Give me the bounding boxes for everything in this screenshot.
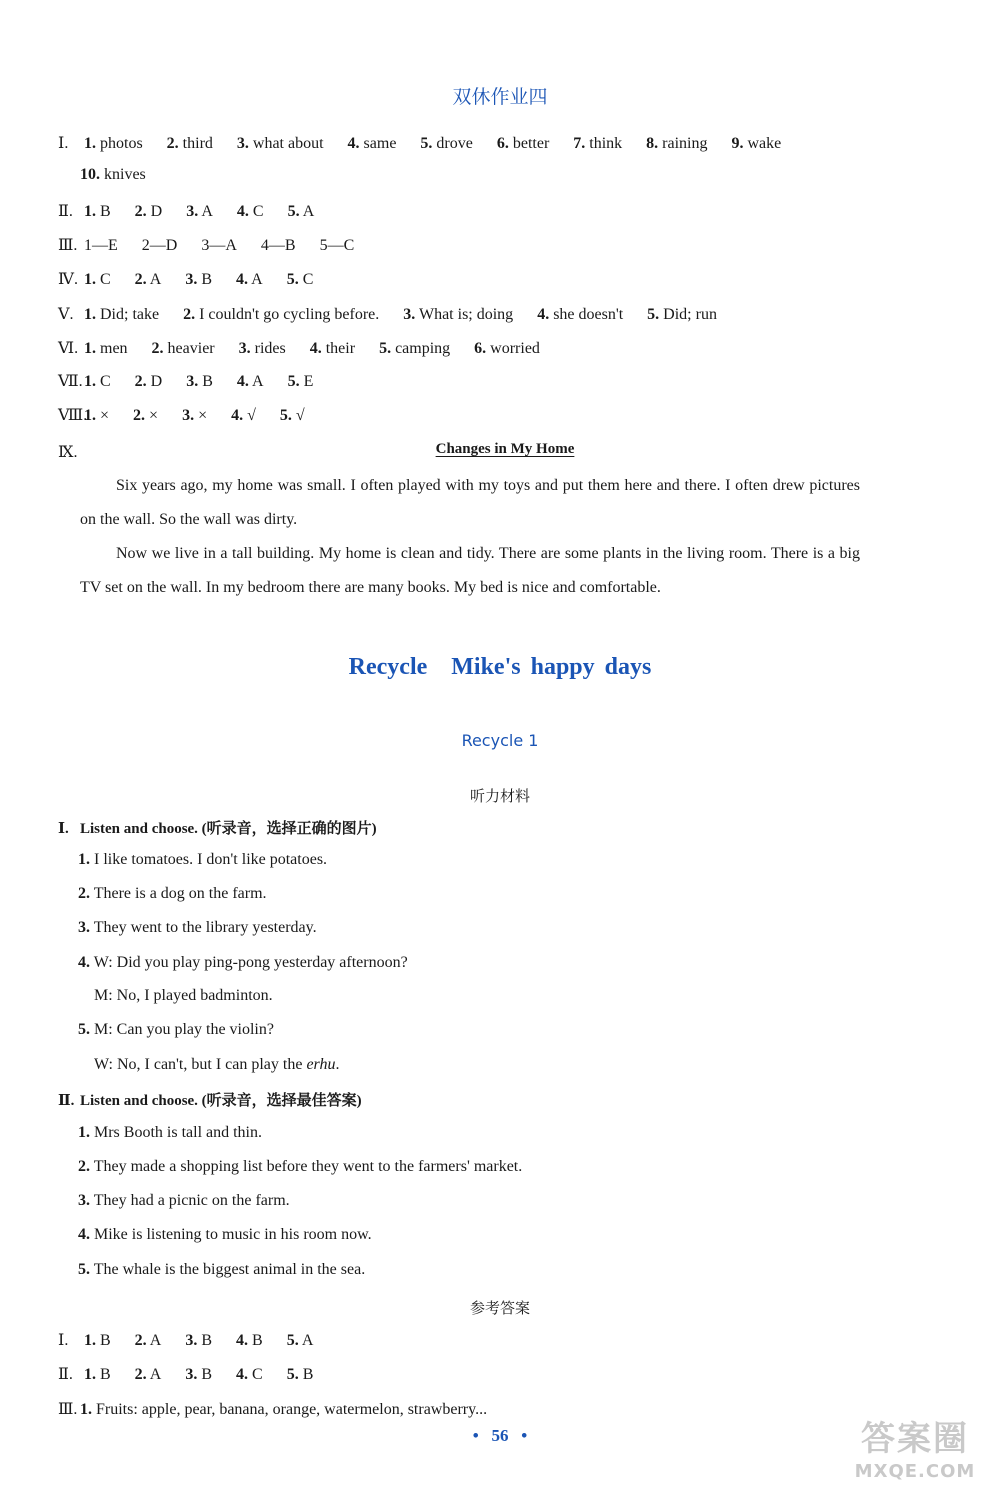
- answer-row-3: Ⅲ. 1—E 2—D 3—A 4—B 5—C: [58, 237, 355, 254]
- answer-row-6: Ⅵ. 1. men 2. heavier 3. rides 4. their 5. camping 6. worried: [58, 340, 540, 357]
- listening-2-item-1: 1. Mrs Booth is tall and thin.: [78, 1124, 262, 1141]
- essay-title: Changes in My Home: [435, 441, 575, 457]
- answer-row-5: Ⅴ. 1. Did; take 2. I couldn't go cycling before. 3. What is; doing 4. she doesn't 5. Did; run: [58, 306, 717, 323]
- listening-1-item-2: 2. There is a dog on the farm.: [78, 885, 267, 902]
- unit-title: Recycle Mike's happy days: [348, 654, 652, 680]
- essay-paragraph-1: Six years ago, my home was small. I often played with my toys and put them here and there. I often drew pictures on the wall. So the wall was dirty.: [80, 477, 860, 528]
- listening-1-instruction: Ⅰ. Listen and choose. (听录音，选择正确的图片): [58, 821, 377, 837]
- answer-row-4: Ⅳ. 1. C 2. A 3. B 4. A 5. C: [58, 271, 314, 288]
- page-number: • 56 •: [472, 1426, 528, 1445]
- listening-2-item-4: 4. Mike is listening to music in his room now.: [78, 1226, 372, 1243]
- essay-paragraph-2: Now we live in a tall building. My home is clean and tidy. There are some plants in the living room. There is a big TV set on the wall. In my bedroom there are many books. My bed is nice and comfortable.: [80, 545, 860, 596]
- listening-1-item-5-reply: W: No, I can't, but I can play the erhu.: [94, 1056, 340, 1073]
- answer-row-9-label: Ⅸ.: [58, 444, 78, 461]
- listening-2-item-5: 5. The whale is the biggest animal in the sea.: [78, 1261, 366, 1278]
- listening-2-instruction: Ⅱ. Listen and choose. (听录音，选择最佳答案): [58, 1093, 362, 1109]
- listening-header: 听力材料: [469, 787, 530, 805]
- answer-row-7: Ⅶ. 1. C 2. D 3. B 4. A 5. E: [58, 373, 314, 390]
- section-title: 双休作业四: [452, 86, 548, 108]
- listening-1-item-4: 4. W: Did you play ping-pong yesterday afternoon?: [78, 954, 408, 971]
- watermark-logo: 答案圈 MXQE.COM: [854, 1419, 976, 1482]
- listening-1-item-3: 3. They went to the library yesterday.: [78, 919, 317, 936]
- answers-row-2: Ⅱ. 1. B 2. A 3. B 4. C 5. B: [58, 1366, 314, 1383]
- answers-row-1: Ⅰ. 1. B 2. A 3. B 4. B 5. A: [58, 1332, 314, 1349]
- answers-header: 参考答案: [469, 1299, 530, 1317]
- answer-row-8: Ⅷ. 1. × 2. × 3. × 4. √ 5. √: [58, 407, 305, 424]
- answer-row-1: Ⅰ. 1. photos 2. third 3. what about 4. same 5. drove 6. better 7. think 8. raining 9. wake: [58, 135, 782, 152]
- listening-2-item-2: 2. They made a shopping list before they went to the farmers' market.: [78, 1158, 523, 1175]
- listening-1-item-1: 1. I like tomatoes. I don't like potatoes.: [78, 851, 328, 868]
- listening-1-item-4-reply: M: No, I played badminton.: [94, 987, 273, 1004]
- listening-1-item-5: 5. M: Can you play the violin?: [78, 1021, 274, 1038]
- answer-row-1-cont: 10. knives: [80, 166, 146, 183]
- answers-row-3: Ⅲ. 1. Fruits: apple, pear, banana, orange, watermelon, strawberry...: [58, 1401, 488, 1418]
- listening-2-item-3: 3. They had a picnic on the farm.: [78, 1192, 290, 1209]
- sub-title: Recycle 1: [461, 731, 539, 750]
- answer-row-2: Ⅱ. 1. B 2. D 3. A 4. C 5. A: [58, 203, 315, 220]
